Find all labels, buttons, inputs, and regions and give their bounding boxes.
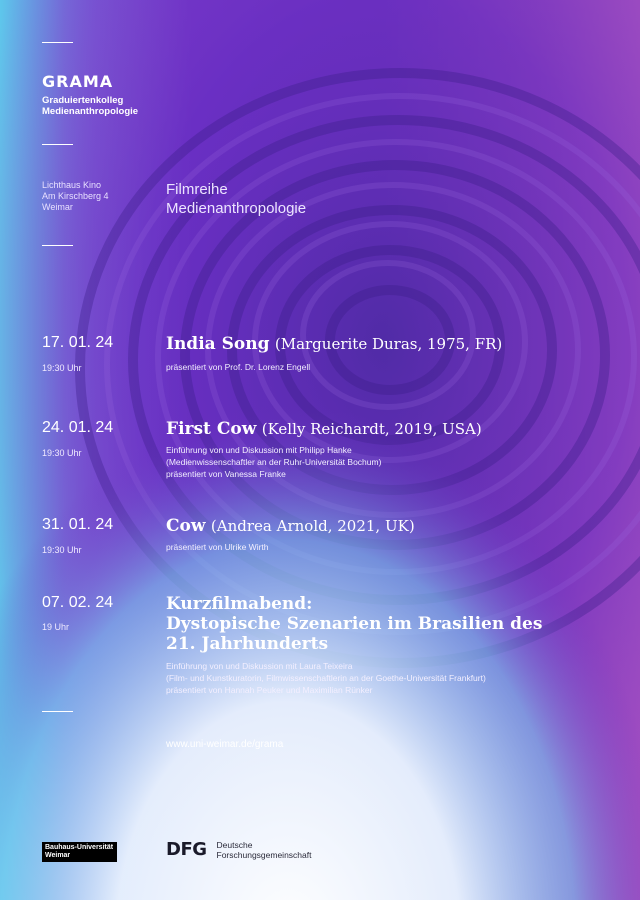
- website-link[interactable]: www.uni-weimar.de/grama: [166, 739, 284, 750]
- bauhaus-logo-line1: Bauhaus-Universität: [45, 844, 114, 851]
- event-title-line: Dystopische Szenarien im Brasilien des: [166, 614, 543, 634]
- event-date: 24. 01. 24: [42, 419, 114, 436]
- grama-logo-word: GRAMA: [42, 72, 114, 91]
- event-date: 17. 01. 24: [42, 334, 114, 351]
- event-description-line: präsentiert von Prof. Dr. Lorenz Engell: [166, 362, 311, 372]
- event-title-line: 21. Jahrhunderts: [166, 634, 329, 654]
- event-description-line: präsentiert von Vanessa Franke: [166, 469, 286, 479]
- event-title-line: [166, 516, 606, 536]
- divider-line: [42, 144, 73, 145]
- event-description-line: Einführung von und Diskussion mit Philipp Hanke: [166, 445, 352, 455]
- logo-subtitle-line2: Medienanthropologie: [42, 106, 139, 117]
- event-time: 19 Uhr: [42, 622, 70, 632]
- venue-line2: Am Kirschberg 4: [42, 191, 109, 201]
- venue-address: [42, 180, 109, 213]
- divider-line: [42, 711, 73, 712]
- film-title: India Song: [166, 334, 270, 354]
- dfg-logo-word: DFG: [166, 839, 207, 860]
- event-description-line: Einführung von und Diskussion mit Laura Teixeira: [166, 661, 353, 671]
- dfg-line1: Deutsche: [216, 839, 253, 850]
- divider-line: [42, 42, 73, 43]
- venue-line1: Lichthaus Kino: [42, 180, 102, 190]
- series-line1: Filmreihe: [166, 181, 228, 198]
- series-title: [166, 180, 306, 218]
- film-meta: (Andrea Arnold, 2021, UK): [210, 517, 415, 535]
- event-date: 07. 02. 24: [42, 594, 114, 611]
- event-description-line: (Medienwissenschaftler an der Ruhr-Universität Bochum): [166, 457, 382, 467]
- event-description-line: präsentiert von Ulrike Wirth: [166, 542, 269, 552]
- event-time: 19:30 Uhr: [42, 545, 82, 555]
- event-description-line: präsentiert von Hannah Peuker und Maximilian Rünker: [166, 685, 373, 695]
- event-title-line: [166, 334, 606, 354]
- event-description-line: (Film- und Kunstkuratorin, Filmwissenschaftlerin an der Goethe-Universität Frankfurt): [166, 673, 486, 683]
- film-title: First Cow: [166, 419, 257, 439]
- bauhaus-logo-line2: Weimar: [45, 852, 71, 859]
- event-time: 19:30 Uhr: [42, 363, 82, 373]
- dfg-logo: [166, 839, 311, 860]
- event-title-line: Kurzfilmabend:: [166, 594, 313, 614]
- divider-line: [42, 245, 73, 246]
- event-time: 19:30 Uhr: [42, 448, 82, 458]
- logo-subtitle-line1: Graduiertenkolleg: [42, 95, 124, 106]
- film-meta: (Kelly Reichardt, 2019, USA): [261, 420, 482, 438]
- dfg-line2: Forschungsgemeinschaft: [216, 849, 312, 860]
- event-title-line: [166, 419, 606, 439]
- venue-line3: Weimar: [42, 202, 73, 212]
- grama-logo: [42, 72, 138, 117]
- event-date: 31. 01. 24: [42, 516, 114, 533]
- bauhaus-university-logo: [42, 842, 117, 862]
- film-title: Cow: [166, 516, 206, 536]
- series-line2: Medienanthropologie: [166, 200, 307, 217]
- film-meta: (Marguerite Duras, 1975, FR): [274, 335, 503, 353]
